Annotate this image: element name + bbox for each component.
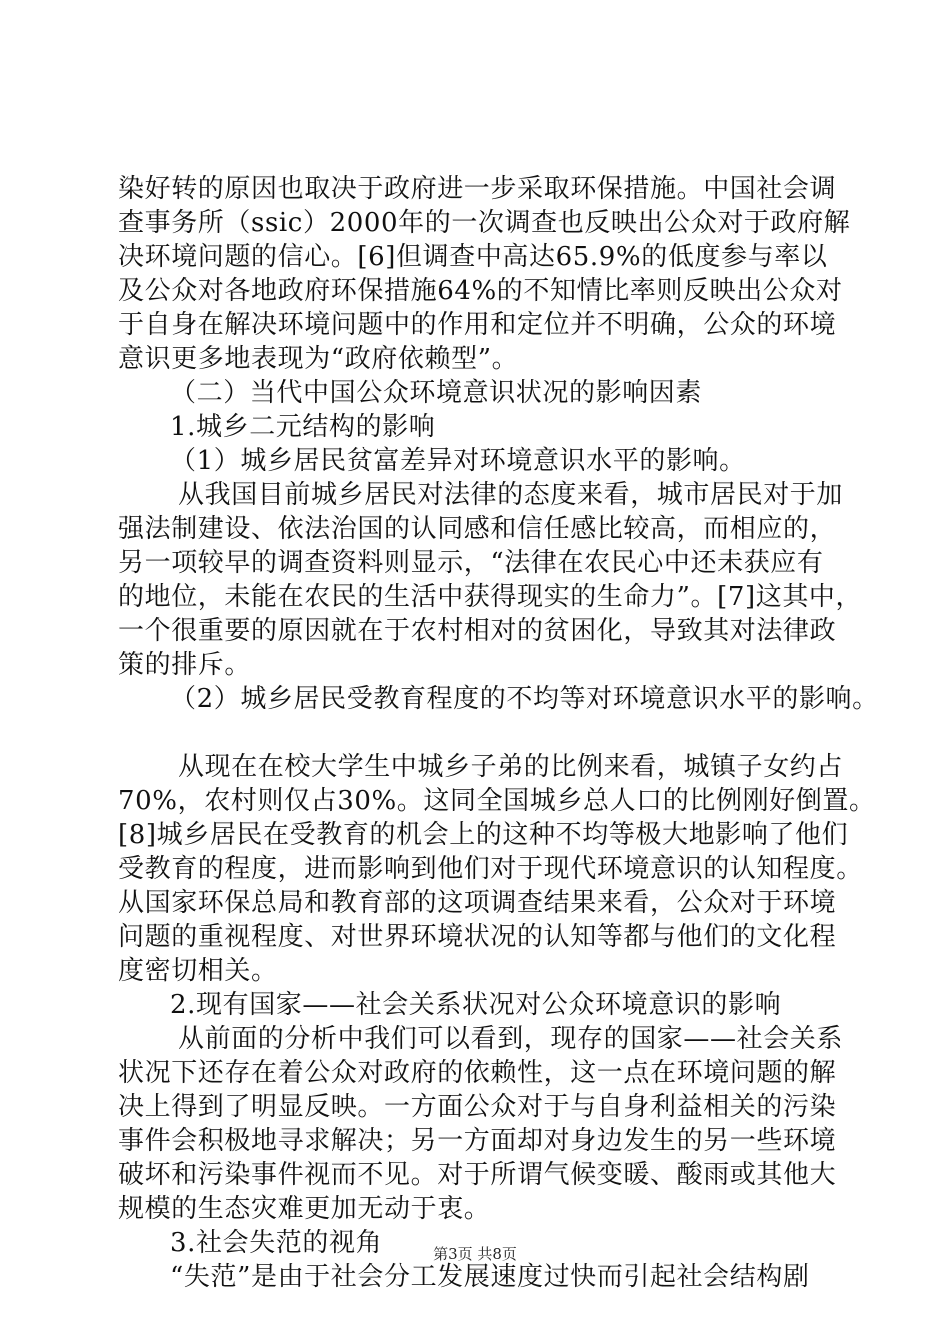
text-line: 意识更多地表现为“政府依赖型”。 bbox=[118, 344, 519, 374]
subsection-heading: 2.现有国家——社会关系状况对公众环境意识的影响 bbox=[170, 990, 782, 1020]
text-line: 染好转的原因也取决于政府进一步采取环保措施。中国社会调 bbox=[118, 174, 837, 204]
section-heading: （二）当代中国公众环境意识状况的影响因素 bbox=[170, 378, 703, 408]
text-line: 从国家环保总局和教育部的这项调查结果来看，公众对于环境 bbox=[118, 888, 837, 918]
text-line: 破坏和污染事件视而不见。对于所谓气候变暖、酸雨或其他大 bbox=[118, 1160, 837, 1190]
text-line: 度密切相关。 bbox=[118, 956, 278, 986]
text-line: 70%，农村则仅占30%。这同全国城乡总人口的比例刚好倒置。 bbox=[118, 786, 876, 816]
text-line: 从前面的分析中我们可以看到，现存的国家——社会关系 bbox=[178, 1024, 844, 1054]
text-line: 从我国目前城乡居民对法律的态度来看，城市居民对于加 bbox=[178, 480, 844, 510]
text-line: 强法制建设、依法治国的认同感和信任感比较高，而相应的， bbox=[118, 514, 837, 544]
text-line: 于自身在解决环境问题中的作用和定位并不明确，公众的环境 bbox=[118, 310, 837, 340]
text-line: 一个很重要的原因就在于农村相对的贫困化，导致其对法律政 bbox=[118, 616, 837, 646]
text-line: 及公众对各地政府环保措施64%的不知情比率则反映出公众对 bbox=[118, 276, 843, 306]
text-line: 规模的生态灾难更加无动于衷。 bbox=[118, 1194, 491, 1224]
blank-line bbox=[118, 716, 838, 750]
text-line: 从现在在校大学生中城乡子弟的比例来看，城镇子女约占 bbox=[178, 752, 844, 782]
text-line: 问题的重视程度、对世界环境状况的认知等都与他们的文化程 bbox=[118, 922, 837, 952]
text-line: 状况下还存在着公众对政府的依赖性，这一点在环境问题的解 bbox=[118, 1058, 837, 1088]
text-line: 受教育的程度，进而影响到他们对于现代环境意识的认知程度。 bbox=[118, 854, 863, 884]
text-line: 的地位，未能在农民的生活中获得现实的生命力”。[7]这其中， bbox=[118, 582, 863, 612]
body-text bbox=[118, 172, 879, 1294]
text-line: 决环境问题的信心。[6]但调查中高达65.9%的低度参与率以 bbox=[118, 242, 828, 272]
text-line: 决上得到了明显反映。一方面公众对于与自身利益相关的污染 bbox=[118, 1092, 837, 1122]
sub-subsection-heading: （2）城乡居民受教育程度的不均等对环境意识水平的影响。 bbox=[170, 684, 879, 714]
text-line: 策的排斥。 bbox=[118, 650, 252, 680]
text-line: 另一项较早的调查资料则显示，“法律在农民心中还未获应有 bbox=[118, 548, 824, 578]
text-line: “失范”是由于社会分工发展速度过快而引起社会结构剧 bbox=[170, 1262, 810, 1292]
page-number-footer: 第3页 共8页 bbox=[433, 1245, 517, 1263]
text-line: 事件会积极地寻求解决；另一方面却对身边发生的另一些环境 bbox=[118, 1126, 837, 1156]
subsection-heading: 1.城乡二元结构的影响 bbox=[170, 412, 436, 442]
subsection-heading: 3.社会失范的视角 bbox=[170, 1228, 383, 1258]
text-line: 查事务所（ssic）2000年的一次调查也反映出公众对于政府解 bbox=[118, 208, 851, 238]
text-line: [8]城乡居民在受教育的机会上的这种不均等极大地影响了他们 bbox=[118, 820, 849, 850]
sub-subsection-heading: （1）城乡居民贫富差异对环境意识水平的影响。 bbox=[170, 446, 746, 476]
